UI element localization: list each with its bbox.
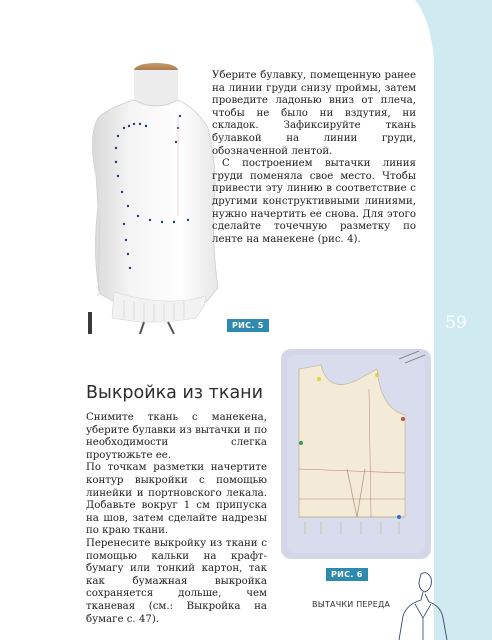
page-number: 59 bbox=[445, 313, 467, 333]
figure-5-label: РИС. 5 bbox=[227, 319, 269, 332]
fashion-figure-sketch-icon bbox=[395, 570, 449, 640]
section-text-block bbox=[86, 412, 267, 626]
section-paragraph-1: Снимите ткань с манекена, уберите булавки из вытачки и по необходимости слегка проутюжьте ее. bbox=[86, 412, 267, 461]
figure-6-pattern-photo bbox=[281, 349, 431, 559]
section-paragraph-2: По точкам разметки начертите контур выкройки с помощью линейки и портновского лекала. Добавьте вокруг 1 см припуска на шов, затем сделайте надрезы по краю ткани. bbox=[86, 462, 267, 537]
section-heading: Выкройка из ткани bbox=[86, 383, 263, 403]
top-paragraph-2: С построением вытачки линия груди поменяла свое место. Чтобы привести эту линию в соответствие с другими конструктивными линиями, нужно начертить ее снова. Для этого сделайте точечную разметку по ленте на манекене (рис. 4). bbox=[212, 158, 416, 245]
figure-6-label: РИС. 6 bbox=[326, 568, 368, 581]
top-paragraph-1: Уберите булавку, помещенную ранее на линии груди снизу проймы, затем проведите ладонью вниз от плеча, чтобы не было ни вздутия, ни складок. Зафиксируйте ткань булавкой на линии груди, обозначенной лентой. bbox=[212, 70, 416, 157]
section-paragraph-3: Перенесите выкройку из ткани с помощью кальки на крафт-бумагу или тонкий картон, так как бумажная выкройка сохраняется дольше, чем тканевая (см.: Выкройка на бумаге с. 47). bbox=[86, 537, 267, 625]
top-text-block bbox=[212, 70, 416, 246]
footer-chapter-label: ВЫТАЧКИ ПЕРЕДА bbox=[312, 600, 391, 609]
